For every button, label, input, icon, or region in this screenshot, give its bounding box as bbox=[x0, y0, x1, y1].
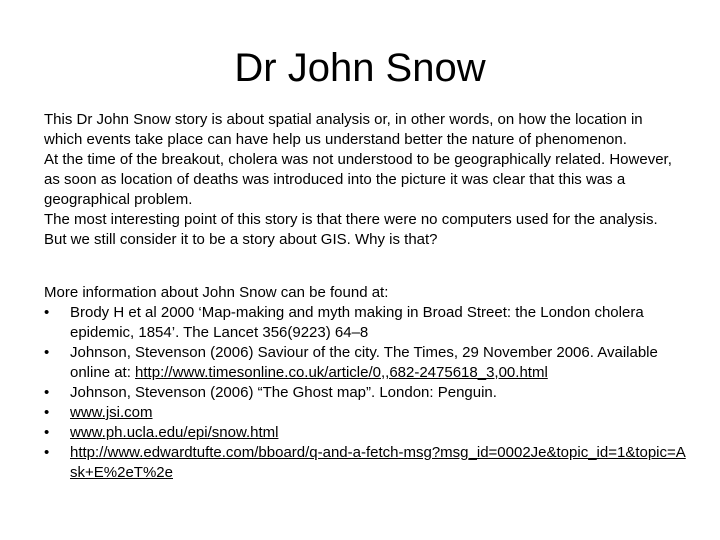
reference-item bbox=[44, 303, 689, 343]
page-title: Dr John Snow bbox=[234, 46, 486, 90]
bullet-icon: • bbox=[44, 384, 50, 401]
reference-item bbox=[44, 423, 689, 443]
reference-item bbox=[44, 343, 689, 383]
bullet-icon: • bbox=[44, 344, 50, 361]
bullet-icon: • bbox=[44, 444, 50, 461]
paragraph-gis: The most interesting point of this story is that there were no computers used for the analysis. But we still consider it to be a story about GIS. Why is that? bbox=[44, 211, 658, 248]
reference-list bbox=[44, 303, 689, 483]
paragraph-spatial-analysis: This Dr John Snow story is about spatial analysis or, in other words, on how the location in which events take place can have help us understand better the nature of phenomenon. bbox=[44, 111, 643, 148]
reference-text: Brody H et al 2000 ‘Map-making and myth making in Broad Street: the London cholera epidemic, 1854’. The Lancet 356(9223) 64–8 bbox=[70, 304, 644, 341]
bullet-icon: • bbox=[44, 424, 50, 441]
reference-item bbox=[44, 443, 689, 483]
bullet-icon: • bbox=[44, 404, 50, 421]
tufte-link[interactable]: http://www.edwardtufte.com/bboard/q-and-a-fetch-msg?msg_id=0002Je&topic_id=1&topic=Ask+E%2eT%2e bbox=[70, 444, 686, 481]
jsi-link[interactable]: www.jsi.com bbox=[70, 404, 153, 421]
more-info-heading: More information about John Snow can be found at: bbox=[44, 284, 389, 301]
reference-text: Johnson, Stevenson (2006) “The Ghost map”. London: Penguin. bbox=[70, 384, 497, 401]
reference-item bbox=[44, 403, 689, 423]
reference-text: Johnson, Stevenson (2006) Saviour of the city. The Times, 29 November 2006. Available online at: bbox=[70, 344, 658, 381]
paragraph-cholera: At the time of the breakout, cholera was not understood to be geographically related. However, as soon as location of deaths was introduced into the picture it was clear that this was a geographical problem. bbox=[44, 151, 672, 208]
bullet-icon: • bbox=[44, 304, 50, 321]
ucla-snow-link[interactable]: www.ph.ucla.edu/epi/snow.html bbox=[70, 424, 279, 441]
more-info-section bbox=[44, 283, 689, 483]
reference-item bbox=[44, 383, 689, 403]
times-article-link[interactable]: http://www.timesonline.co.uk/article/0,,682-2475618_3,00.html bbox=[135, 364, 548, 381]
intro-text bbox=[44, 110, 684, 250]
